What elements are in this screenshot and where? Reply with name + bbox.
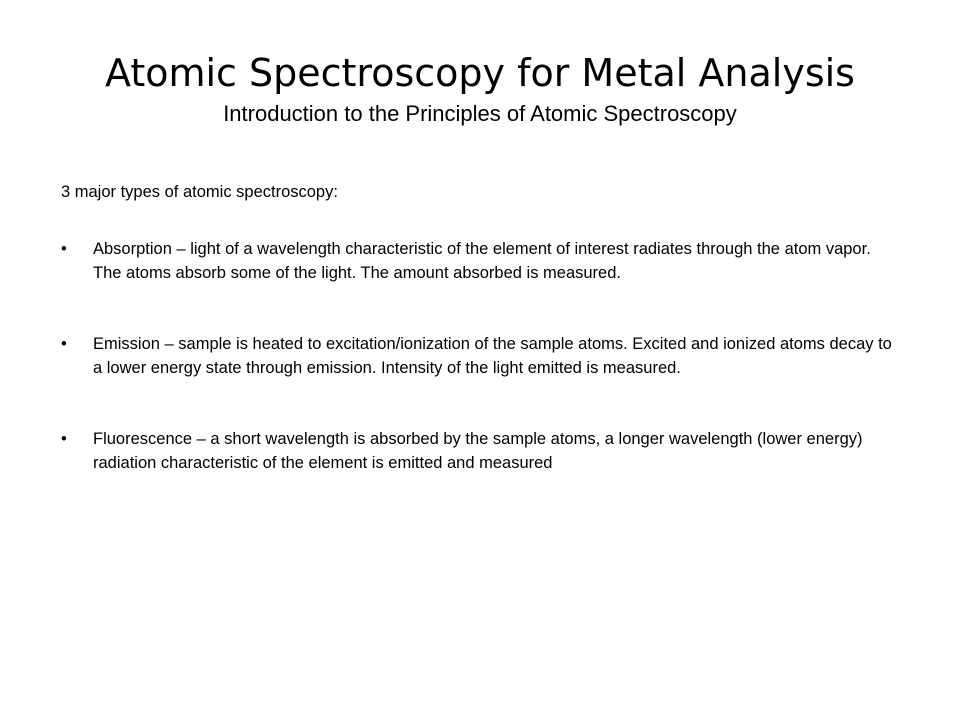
- bullet-icon: •: [61, 430, 67, 448]
- bullet-list: [0, 237, 960, 522]
- slide-subtitle: Introduction to the Principles of Atomic Spectroscopy: [223, 101, 737, 126]
- bullet-item-fluorescence: [0, 427, 960, 475]
- bullet-item-emission: [0, 332, 960, 380]
- bullet-text-fluorescence: Fluorescence – a short wavelength is absorbed by the sample atoms, a longer wavelength (lower energy) radiation characteristic of the element is emitted and measured: [93, 430, 863, 472]
- bullet-item-absorption: [0, 237, 960, 285]
- bullet-text-emission: Emission – sample is heated to excitation/ionization of the sample atoms. Excited and ionized atoms decay to a lower energy state through emission. Intensity of the light emitted is measured.: [93, 335, 892, 377]
- bullet-icon: •: [61, 240, 67, 258]
- bullet-icon: •: [61, 335, 67, 353]
- bullet-text-absorption: Absorption – light of a wavelength characteristic of the element of interest radiates through the atom vapor. The atoms absorb some of the light. The amount absorbed is measured.: [93, 240, 871, 282]
- intro-text: 3 major types of atomic spectroscopy:: [61, 183, 338, 201]
- slide-title: Atomic Spectroscopy for Metal Analysis: [105, 51, 855, 95]
